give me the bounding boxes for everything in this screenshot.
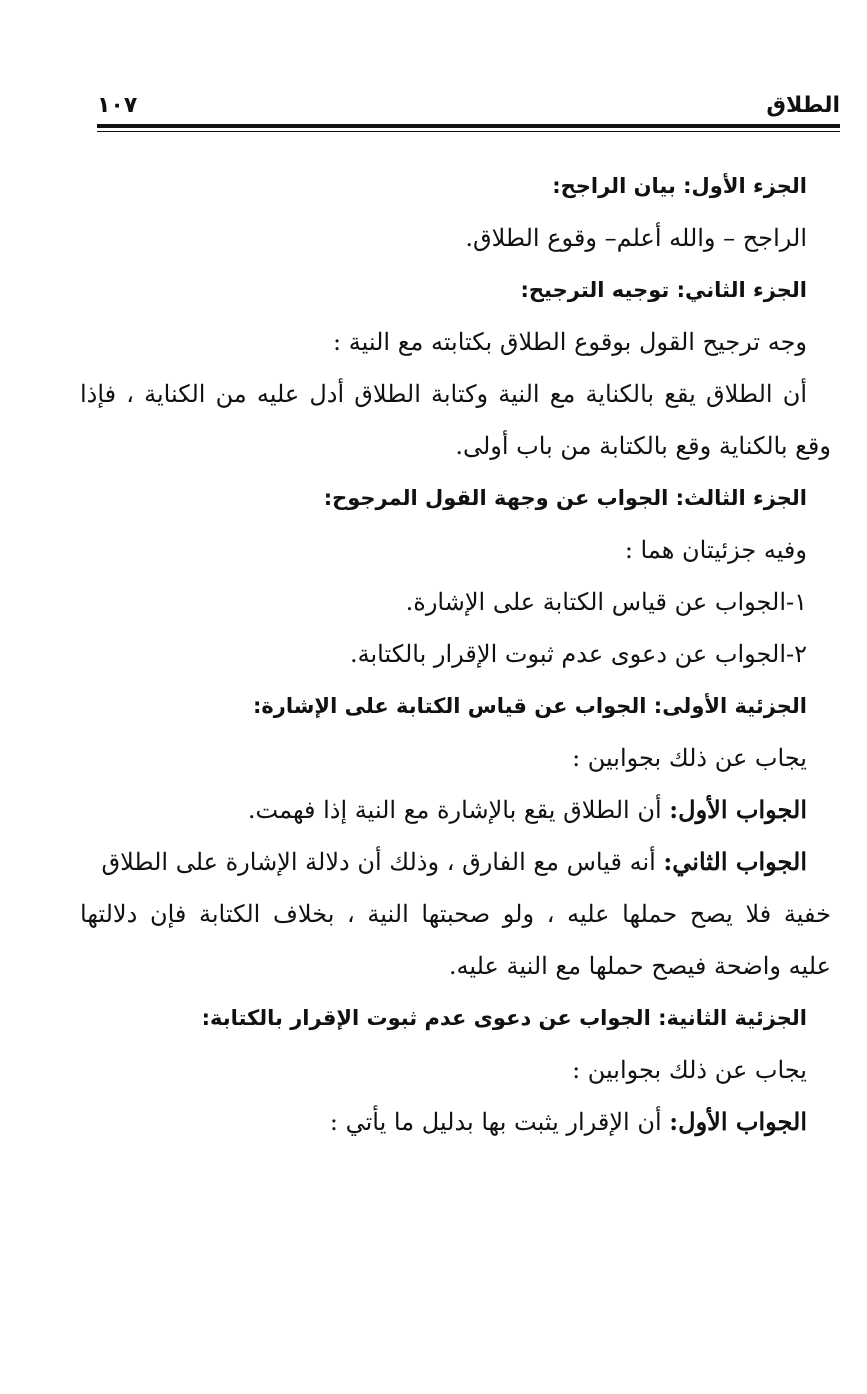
- answer-line: [80, 836, 807, 888]
- subsection-heading-2: الجزئية الثانية: الجواب عن دعوى عدم ثبوت الإقرار بالكتابة:: [201, 1006, 807, 1030]
- answer-text: أن الطلاق يقع بالإشارة مع النية إذا فهمت.: [247, 796, 670, 824]
- header-rule-thick: [97, 124, 840, 128]
- header-rule-thin: [97, 131, 840, 132]
- paragraph-line: يجاب عن ذلك بجوابين :: [572, 744, 807, 772]
- page-number: ١٠٧: [97, 93, 138, 118]
- answer-line: [80, 1096, 807, 1148]
- list-item: ٢-الجواب عن دعوى عدم ثبوت الإقرار بالكتابة.: [350, 640, 807, 668]
- paragraph-line: الراجح – والله أعلم– وقوع الطلاق.: [465, 224, 807, 252]
- page-body: [80, 160, 831, 1148]
- answer-label: الجواب الثاني:: [663, 847, 807, 876]
- paragraph-line: وقع بالكناية وقع بالكتابة من باب أولى.: [455, 432, 831, 460]
- subsection-heading-1: الجزئية الأولى: الجواب عن قياس الكتابة على الإشارة:: [253, 694, 807, 718]
- answer-label: الجواب الأول:: [669, 795, 807, 824]
- paragraph-line: وفيه جزئيتان هما :: [624, 536, 807, 564]
- paragraph-line: أن الطلاق يقع بالكناية مع النية وكتابة الطلاق أدل عليه من الكناية ، فإذا: [80, 380, 807, 408]
- answer-text: أنه قياس مع الفارق ، وذلك أن دلالة الإشارة على الطلاق: [101, 848, 664, 876]
- paragraph-line: عليه واضحة فيصح حملها مع النية عليه.: [448, 952, 831, 980]
- paragraph-line: خفية فلا يصح حملها عليه ، ولو صحبتها النية ، بخلاف الكتابة فإن دلالتها: [80, 900, 831, 928]
- paragraph-line: وجه ترجيح القول بوقوع الطلاق بكتابته مع النية :: [333, 328, 807, 356]
- paragraph-line: يجاب عن ذلك بجوابين :: [572, 1056, 807, 1084]
- section-heading-1: الجزء الأول: بيان الراجح:: [552, 174, 807, 198]
- answer-label: الجواب الأول:: [669, 1107, 807, 1136]
- running-header: [97, 92, 840, 124]
- answer-line: [80, 784, 807, 836]
- answer-text: أن الإقرار يثبت بها بدليل ما يأتي :: [329, 1108, 670, 1136]
- section-heading-3: الجزء الثالث: الجواب عن وجهة القول المرجوح:: [323, 486, 807, 510]
- list-item: ١-الجواب عن قياس الكتابة على الإشارة.: [405, 588, 807, 616]
- section-heading-2: الجزء الثاني: توجيه الترجيح:: [520, 278, 807, 302]
- chapter-title: الطلاق: [766, 93, 840, 118]
